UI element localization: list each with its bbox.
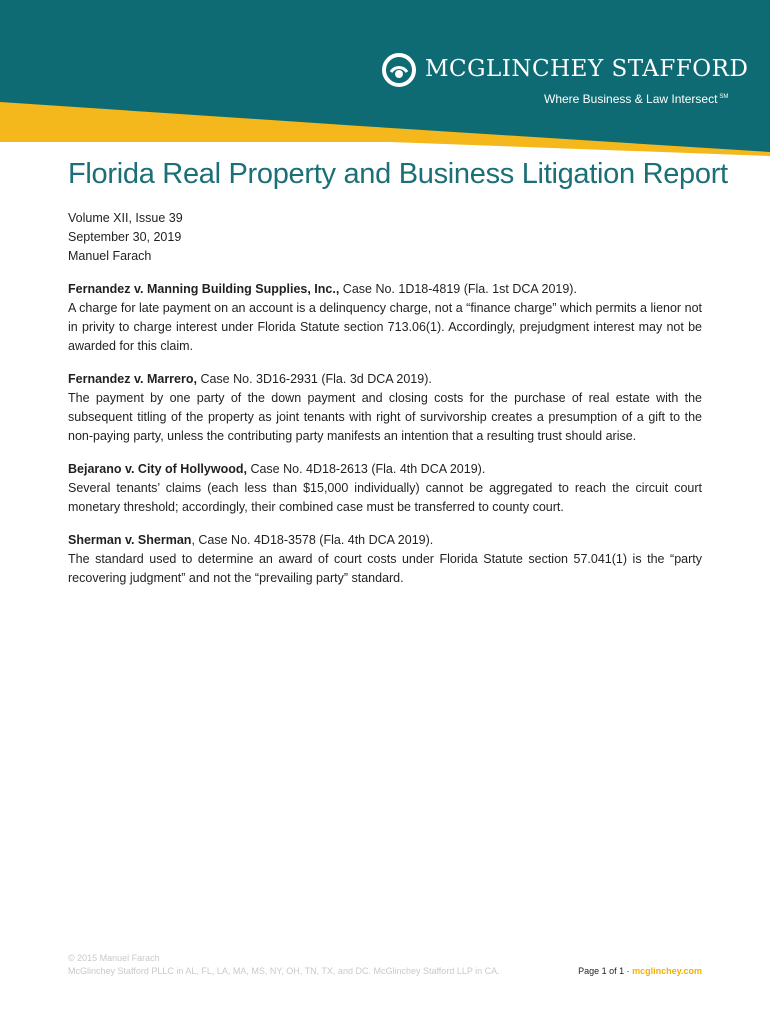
report-author: Manuel Farach (68, 249, 152, 263)
case-citation: Case No. 4D18-2613 (Fla. 4th DCA 2019). (246, 462, 486, 476)
footer-page-number: Page 1 of 1 · (578, 966, 633, 976)
report-date: September 30, 2019 (68, 230, 182, 244)
case-heading (68, 531, 702, 550)
report-title: Florida Real Property and Business Litigation Report (68, 158, 728, 190)
case-summary: Several tenants’ claims (each less than $15,000 individually) cannot be aggregated to reach the circuit court monetary threshold; accordingly, their combined case must be transferred to county court. (68, 481, 702, 514)
case-name: Fernandez v. Manning Building Supplies, Inc., (68, 282, 340, 296)
mcglinchey-swirl-logo-icon (381, 52, 417, 88)
footer-copyright: © 2015 Manuel Farach (68, 953, 160, 963)
brand-name: MCGLINCHEY STAFFORD (425, 56, 749, 82)
case-summary: A charge for late payment on an account is a delinquency charge, not a “finance charge” which permits a lienor not in privity to charge interest under Florida Statute section 713.06(1). Accordingly, prejudgment interest may not be awarded for this claim. (68, 301, 702, 353)
case-entry (68, 370, 702, 446)
case-name: Bejarano v. City of Hollywood, (68, 462, 247, 476)
report-content (68, 158, 728, 602)
report-meta (68, 209, 702, 266)
case-name: Sherman v. Sherman (68, 533, 192, 547)
case-name: Fernandez v. Marrero, (68, 372, 197, 386)
brand-logo[interactable] (381, 52, 749, 112)
case-summary: The payment by one party of the down payment and closing costs for the purchase of real estate with the subsequent titling of the property as joint tenants with right of survivorship creates a presumption of a gift to the non-paying party, unless the contributing party manifests an intention that a resulting trust should arise. (68, 391, 702, 443)
footer-website-link[interactable]: mcglinchey.com (632, 966, 702, 976)
page-footer (68, 952, 702, 982)
case-citation: , Case No. 4D18-3578 (Fla. 4th DCA 2019). (191, 533, 434, 547)
case-citation: Case No. 3D16-2931 (Fla. 3d DCA 2019). (196, 372, 432, 386)
report-volume: Volume XII, Issue 39 (68, 211, 183, 225)
service-mark: SM (719, 94, 729, 100)
brand-tagline (544, 92, 728, 106)
case-citation: Case No. 1D18-4819 (Fla. 1st DCA 2019). (339, 282, 577, 296)
footer-firm-line: McGlinchey Stafford PLLC in AL, FL, LA, MA, MS, NY, OH, TN, TX, and DC. McGlinchey Stafford LLP in CA. (68, 966, 500, 976)
case-heading (68, 280, 702, 299)
footer-page-info (578, 965, 702, 978)
case-entry (68, 531, 702, 588)
footer-legal (68, 952, 500, 978)
case-entry (68, 280, 702, 356)
case-summary: The standard used to determine an award of court costs under Florida Statute section 57.041(1) is the “party recovering judgment” and not the “prevailing party” standard. (68, 552, 702, 585)
case-heading (68, 370, 702, 389)
case-heading (68, 460, 702, 479)
brand-tagline-text: Where Business & Law Intersect (544, 92, 718, 106)
case-entry (68, 460, 702, 517)
